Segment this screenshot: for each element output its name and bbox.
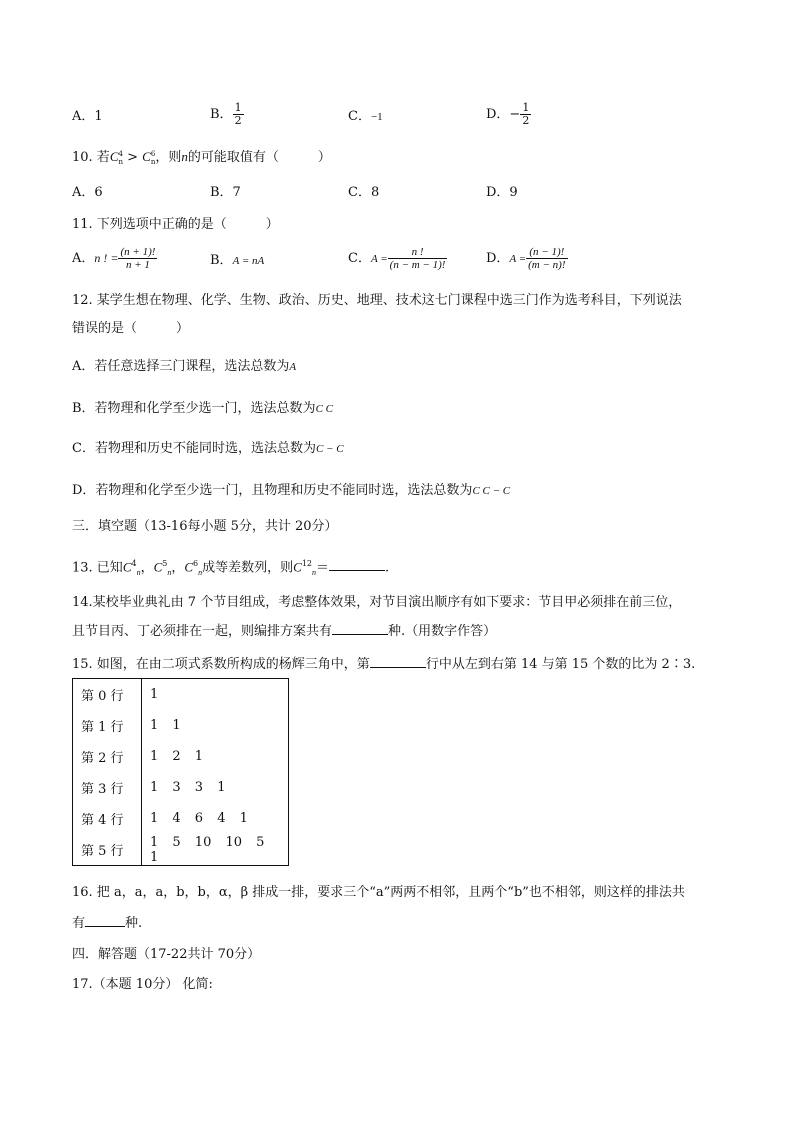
q11-option-c: C．A = $\frac{n !}{(n - m - 1)!}$: [348, 246, 446, 271]
q12-option-b: B．若物理和化学至少选一门，选法总数为C C: [72, 401, 333, 416]
question-12-line-2: 错误的是（ ）: [72, 321, 190, 336]
q12-option-d: D．若物理和化学至少选一门，且物理和历史不能同时选，选法总数为C C − C: [72, 483, 511, 498]
question-16-line-1: 16. 把 a，a，a，b，b，α，β 排成一排，要求三个“a”两两不相邻，且两个“b”也不相邻，则这样的排法共: [72, 885, 685, 900]
q11-option-a: A．n ! = $\frac{(n + 1)!}{n + 1}$: [72, 246, 156, 271]
question-16-line-2: 有 种.: [72, 916, 143, 931]
q10-option-a: A．6: [72, 185, 103, 200]
q11-option-d: D．A = $\frac{(n - 1)!}{(m - n)!}$: [486, 246, 566, 271]
q9-option-c: C．−1: [348, 109, 383, 124]
q10-option-b: B．7: [210, 185, 241, 200]
q9-option-b: B． $\frac{1}{2}$: [210, 101, 242, 127]
pascal-triangle-table: [72, 678, 289, 866]
q12-option-c: C．若物理和历史不能同时选，选法总数为C − C: [72, 441, 344, 456]
q12-option-a: A．若任意选择三门课程，选法总数为A: [72, 359, 297, 374]
table-row: 第 0 行 1: [73, 679, 289, 711]
question-10: 10. 若C 4 n > C 6 n ，则n的可能取值有（ ）: [72, 149, 331, 166]
section-3-heading: 三．填空题（13-16每小题 5分，共计 20分）: [72, 519, 338, 534]
q10-option-d: D．9: [486, 185, 518, 200]
question-13: 13. 已知$C^4_n$，$C^5_n$，$C^6_n$成等差数列，则$C^{12}_n=$ .: [72, 559, 390, 577]
question-14-line-1: 14.某校毕业典礼由 7 个节目组成，考虑整体效果，对节目演出顺序有如下要求：节目甲必须排在前三位，: [72, 595, 682, 610]
question-14-line-2: 且节目丙、丁必须排在一起，则编排方案共有 种.（用数字作答）: [72, 624, 497, 639]
question-15: 15. 如图，在由二项式系数所构成的杨辉三角中，第 行中从左到右第 14 与第 15 个数的比为 2∶3.: [72, 657, 696, 672]
table-row: 第 2 行 1 2 1: [73, 741, 289, 772]
question-12-line-1: 12. 某学生想在物理、化学、生物、政治、历史、地理、技术这七门课程中选三门作为选考科目，下列说法: [72, 293, 682, 308]
section-4-heading: 四．解答题（17-22共计 70分）: [72, 947, 261, 962]
question-11: 11. 下列选项中正确的是（ ）: [72, 217, 279, 232]
q9-option-d: D．− $\frac{1}{2}$: [486, 101, 530, 127]
q9-option-a: A．1: [72, 109, 103, 124]
table-row: 第 3 行 1 3 3 1: [73, 772, 289, 803]
table-row: 第 5 行 1 5 10 10 5 1: [73, 834, 289, 866]
table-row: 第 4 行 1 4 6 4 1: [73, 803, 289, 834]
question-17: 17.（本题 10分） 化简:: [72, 977, 213, 992]
q10-option-c: C．8: [348, 185, 380, 200]
q11-option-b: B．A = nA: [210, 253, 265, 268]
table-row: 第 1 行 1 1: [73, 710, 289, 741]
